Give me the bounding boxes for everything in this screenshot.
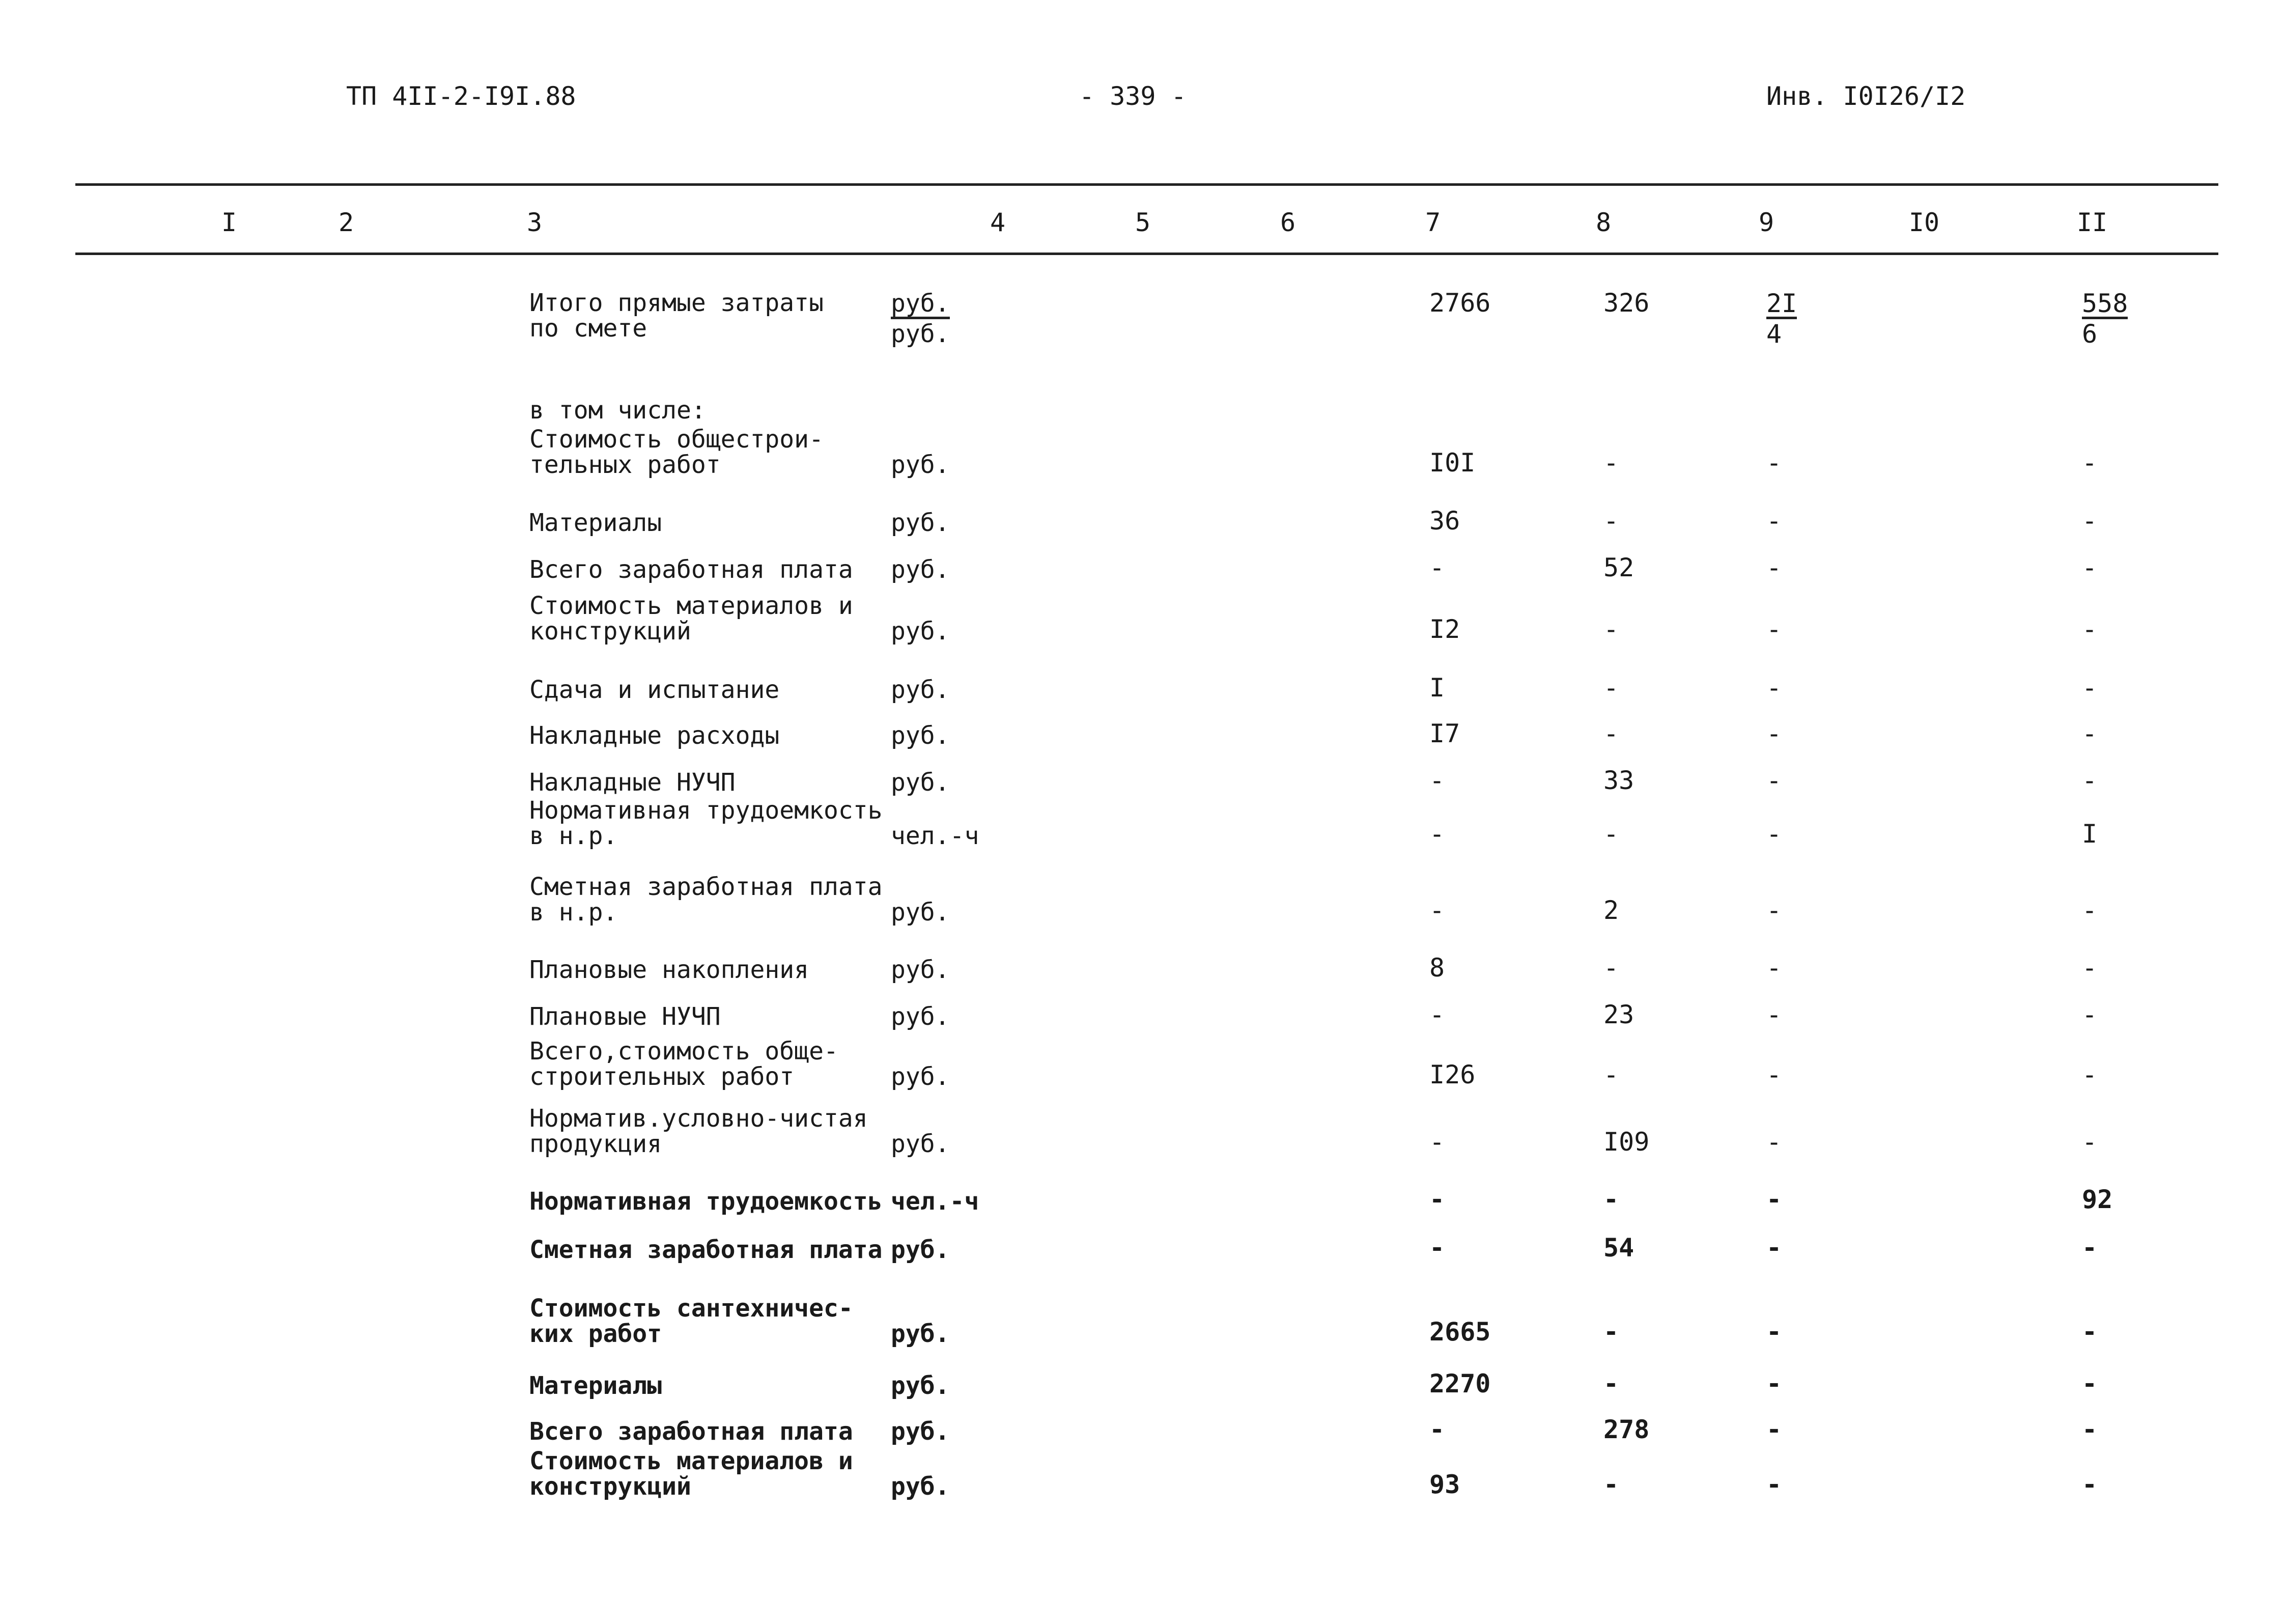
- row-value-c9: -: [1766, 1369, 1782, 1398]
- row-value-c7: -: [1429, 1127, 1445, 1157]
- row-value-c7: -: [1429, 895, 1445, 925]
- document-code: ТП 4II-2-I9I.88: [346, 81, 576, 111]
- row-value-c8: -: [1603, 1369, 1619, 1398]
- row-unit: руб.: [891, 1417, 950, 1446]
- row-value-c8: -: [1603, 1470, 1619, 1499]
- row-name: Материалы: [529, 1371, 662, 1400]
- row-unit: руб.: [891, 768, 950, 797]
- row-unit: руб.: [891, 1472, 950, 1501]
- row-unit: руб.: [891, 1002, 950, 1031]
- column-number: II: [2076, 208, 2108, 237]
- row-value-c11: -: [2082, 1415, 2098, 1444]
- row-unit: руб.: [891, 1320, 950, 1348]
- row-value-c9: -: [1766, 1470, 1782, 1499]
- row-name: Сдача и испытание: [529, 676, 780, 704]
- row-value-c9: -: [1766, 1185, 1782, 1214]
- column-number: 5: [1135, 208, 1151, 237]
- row-unit: руб.: [891, 898, 950, 927]
- row-name: Стоимость материалов и конструкций: [529, 1447, 853, 1501]
- row-name: Нормативная трудоемкость в н.р.: [529, 796, 883, 850]
- row-value-c11: -: [2082, 1233, 2098, 1263]
- row-value-c8: -: [1603, 1185, 1619, 1214]
- row-value-c9: -: [1766, 448, 1782, 478]
- row-name: Всего,стоимость обще- строительных работ: [529, 1037, 838, 1091]
- row-unit: руб.: [891, 721, 950, 750]
- column-number: I: [221, 208, 237, 237]
- row-value-c11: -: [2082, 1060, 2098, 1089]
- row-value-c7: 2270: [1429, 1369, 1491, 1398]
- row-value-c8: 23: [1603, 1000, 1634, 1029]
- row-unit: руб.: [891, 1062, 950, 1091]
- row-value-c11: -: [2082, 673, 2098, 703]
- row-value-c9: -: [1766, 1060, 1782, 1089]
- row-value-c11: -: [2082, 1369, 2098, 1398]
- row-name: Стоимость сантехничес- ких работ: [529, 1294, 853, 1348]
- row-value-c11: -: [2082, 448, 2098, 478]
- column-number: 4: [990, 208, 1006, 237]
- row-value-c7: -: [1429, 553, 1445, 582]
- column-number: 7: [1425, 208, 1441, 237]
- row-value-c8: -: [1603, 953, 1619, 983]
- row-value-c7: I7: [1429, 719, 1460, 748]
- row-value-c11: -: [2082, 1470, 2098, 1499]
- row-value-c11: -: [2082, 1000, 2098, 1029]
- row-unit: чел.-ч: [891, 1187, 979, 1216]
- row-value-c7: I2: [1429, 614, 1460, 644]
- row-value-c11: -: [2082, 1127, 2098, 1157]
- row-value-c8: 278: [1603, 1415, 1650, 1444]
- inventory-number: Инв. I0I26/I2: [1766, 81, 1966, 111]
- table-top-rule: [75, 183, 2218, 186]
- column-number: 8: [1595, 208, 1612, 237]
- row-value-c7: I0I: [1429, 448, 1476, 478]
- row-name: Сметная заработная плата в н.р.: [529, 873, 883, 927]
- row-value-c9: -: [1766, 1317, 1782, 1347]
- row-value-c7: I26: [1429, 1060, 1476, 1089]
- total-name: Итого прямые затраты по смете: [529, 289, 824, 343]
- row-value-c11: -: [2082, 766, 2098, 795]
- total-col8: 326: [1603, 288, 1650, 318]
- total-col9-numerator: 2I: [1766, 289, 1797, 318]
- row-value-c9: -: [1766, 719, 1782, 748]
- row-unit: руб.: [891, 509, 950, 537]
- row-value-c7: 93: [1429, 1470, 1460, 1499]
- row-value-c8: 52: [1603, 553, 1634, 582]
- total-col11-numerator: 558: [2082, 289, 2128, 318]
- row-unit: руб.: [891, 956, 950, 984]
- row-value-c11: -: [2082, 553, 2098, 582]
- row-value-c11: -: [2082, 953, 2098, 983]
- row-unit: руб.: [891, 555, 950, 584]
- row-value-c9: -: [1766, 953, 1782, 983]
- table-header-rule: [75, 253, 2218, 255]
- row-value-c8: 33: [1603, 766, 1634, 795]
- row-name: Норматив.условно-чистая продукция: [529, 1104, 868, 1158]
- row-value-c8: 2: [1603, 895, 1619, 925]
- row-name: Стоимость общестрои- тельных работ: [529, 425, 824, 479]
- row-value-c7: -: [1429, 1233, 1445, 1263]
- row-value-c9: -: [1766, 614, 1782, 644]
- row-unit: руб.: [891, 1371, 950, 1400]
- row-name: Накладные НУЧП: [529, 768, 736, 797]
- row-value-c9: -: [1766, 1127, 1782, 1157]
- total-col11: [2082, 290, 2128, 349]
- row-value-c9: -: [1766, 506, 1782, 536]
- row-value-c7: -: [1429, 1185, 1445, 1214]
- row-value-c8: 54: [1603, 1233, 1634, 1263]
- row-value-c11: -: [2082, 614, 2098, 644]
- column-number: 3: [526, 208, 543, 237]
- row-value-c7: I: [1429, 673, 1445, 703]
- row-name: Стоимость материалов и конструкций: [529, 592, 853, 646]
- row-value-c11: I: [2082, 819, 2098, 849]
- row-unit: руб.: [891, 1130, 950, 1158]
- row-value-c8: -: [1603, 673, 1619, 703]
- row-value-c9: -: [1766, 553, 1782, 582]
- row-value-c7: 2665: [1429, 1317, 1491, 1347]
- row-value-c9: -: [1766, 895, 1782, 925]
- row-value-c8: -: [1603, 1317, 1619, 1347]
- row-value-c7: -: [1429, 766, 1445, 795]
- row-name: Плановые НУЧП: [529, 1002, 721, 1031]
- total-unit-numerator: руб.: [891, 290, 950, 319]
- row-value-c9: -: [1766, 766, 1782, 795]
- row-value-c8: -: [1603, 1060, 1619, 1089]
- column-number: 6: [1280, 208, 1296, 237]
- row-value-c7: -: [1429, 1000, 1445, 1029]
- total-col7: 2766: [1429, 288, 1491, 318]
- row-name: Сметная заработная плата: [529, 1236, 883, 1264]
- total-col9-denominator: 4: [1766, 319, 1782, 349]
- row-value-c9: -: [1766, 819, 1782, 849]
- row-value-c8: -: [1603, 819, 1619, 849]
- row-unit: руб.: [891, 676, 950, 704]
- row-name: Плановые накопления: [529, 956, 809, 984]
- column-number: I0: [1908, 208, 1940, 237]
- row-value-c8: -: [1603, 506, 1619, 536]
- row-value-c9: -: [1766, 673, 1782, 703]
- row-unit: руб.: [891, 617, 950, 646]
- row-value-c7: 36: [1429, 506, 1460, 536]
- row-value-c11: 92: [2082, 1185, 2113, 1214]
- total-unit: [891, 290, 950, 349]
- row-value-c8: I09: [1603, 1127, 1650, 1157]
- row-name: Нормативная трудоемкость: [529, 1187, 883, 1216]
- row-value-c8: -: [1603, 448, 1619, 478]
- row-name: Всего заработная плата: [529, 555, 853, 584]
- row-name: Материалы: [529, 509, 662, 537]
- row-value-c11: -: [2082, 506, 2098, 536]
- including-label: в том числе:: [529, 396, 706, 425]
- row-value-c8: -: [1603, 614, 1619, 644]
- row-value-c11: -: [2082, 895, 2098, 925]
- row-value-c7: 8: [1429, 953, 1445, 983]
- total-unit-denominator: руб.: [891, 320, 950, 348]
- row-value-c8: -: [1603, 719, 1619, 748]
- row-value-c7: -: [1429, 1415, 1445, 1444]
- total-col11-denominator: 6: [2082, 319, 2098, 349]
- row-value-c7: -: [1429, 819, 1445, 849]
- total-col9: [1766, 290, 1797, 349]
- row-value-c9: -: [1766, 1000, 1782, 1029]
- column-number: 2: [338, 208, 354, 237]
- row-unit: руб.: [891, 1236, 950, 1264]
- column-number: 9: [1758, 208, 1774, 237]
- row-value-c11: -: [2082, 719, 2098, 748]
- row-name: Накладные расходы: [529, 721, 780, 750]
- row-value-c9: -: [1766, 1233, 1782, 1263]
- page-number: - 339 -: [1079, 81, 1187, 111]
- row-value-c11: -: [2082, 1317, 2098, 1347]
- row-name: Всего заработная плата: [529, 1417, 853, 1446]
- row-value-c9: -: [1766, 1415, 1782, 1444]
- row-unit: руб.: [891, 451, 950, 479]
- row-unit: чел.-ч: [891, 822, 979, 850]
